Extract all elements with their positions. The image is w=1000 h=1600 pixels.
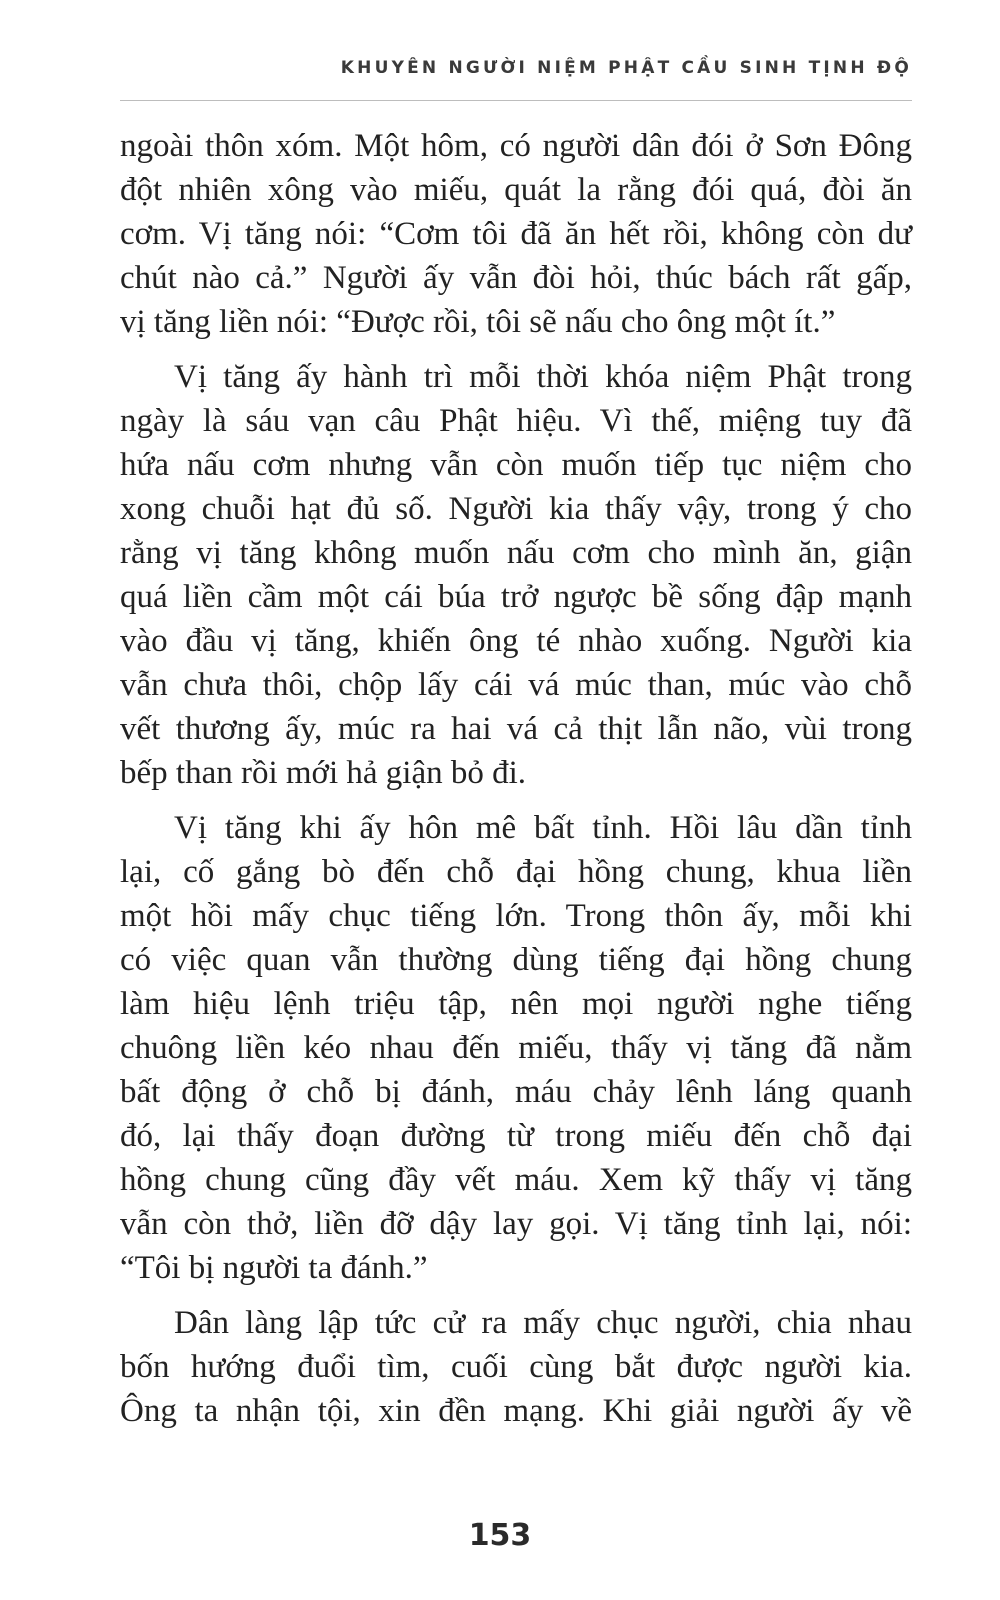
text-line: ngoài thôn xóm. Một hôm, có người dân đói ở Sơn Đông — [120, 128, 912, 164]
text-line: Ông ta nhận tội, xin đền mạng. Khi giải người ấy về — [120, 1393, 912, 1429]
text-line: bất động ở chỗ bị đánh, máu chảy lênh láng quanh — [120, 1074, 912, 1110]
running-header: KHUYÊN NGƯỜI NIỆM PHẬT CẦU SINH TỊNH ĐỘ — [340, 58, 912, 78]
text-line: bếp than rồi mới hả giận bỏ đi. — [120, 755, 527, 791]
text-line: rằng vị tăng không muốn nấu cơm cho mình ăn, giận — [120, 535, 912, 571]
text-line: hồng chung cũng đầy vết máu. Xem kỹ thấy vị tăng — [120, 1162, 912, 1198]
text-line: “Tôi bị người ta đánh.” — [120, 1250, 428, 1286]
text-line: quá liền cầm một cái búa trở ngược bề sống đập mạnh — [120, 579, 912, 615]
text-line: ngày là sáu vạn câu Phật hiệu. Vì thế, miệng tuy đã — [120, 403, 912, 439]
paragraph-1 — [120, 124, 912, 344]
text-line: vẫn còn thở, liền đỡ dậy lay gọi. Vị tăng tỉnh lại, nói: — [120, 1206, 912, 1242]
text-line: vào đầu vị tăng, khiến ông té nhào xuống. Người kia — [120, 623, 912, 659]
body-text — [120, 124, 912, 1433]
text-line: một hồi mấy chục tiếng lớn. Trong thôn ấy, mỗi khi — [120, 898, 912, 934]
text-line: cơm. Vị tăng nói: “Cơm tôi đã ăn hết rồi, không còn dư — [120, 216, 912, 252]
text-line: Dân làng lập tức cử ra mấy chục người, chia nhau — [174, 1305, 912, 1341]
text-line: Vị tăng khi ấy hôn mê bất tỉnh. Hồi lâu dần tỉnh — [174, 810, 912, 846]
text-line: hứa nấu cơm nhưng vẫn còn muốn tiếp tục niệm cho — [120, 447, 912, 483]
paragraph-3 — [120, 806, 912, 1290]
text-line: vết thương ấy, múc ra hai vá cả thịt lẫn não, vùi trong — [120, 711, 912, 747]
text-line: chút nào cả.” Người ấy vẫn đòi hỏi, thúc bách rất gấp, — [120, 260, 912, 296]
text-line: đột nhiên xông vào miếu, quát la rằng đói quá, đòi ăn — [120, 172, 912, 208]
text-line: làm hiệu lệnh triệu tập, nên mọi người nghe tiếng — [120, 986, 912, 1022]
text-line: xong chuỗi hạt đủ số. Người kia thấy vậy, trong ý cho — [120, 491, 912, 527]
text-line: có việc quan vẫn thường dùng tiếng đại hồng chung — [120, 942, 912, 978]
text-line: vị tăng liền nói: “Được rồi, tôi sẽ nấu cho ông một ít.” — [120, 304, 836, 340]
text-line: Vị tăng ấy hành trì mỗi thời khóa niệm Phật trong — [174, 359, 912, 395]
text-line: chuông liền kéo nhau đến miếu, thấy vị tăng đã nằm — [120, 1030, 912, 1066]
page-number: 153 — [468, 1518, 532, 1553]
text-line: bốn hướng đuổi tìm, cuối cùng bắt được người kia. — [120, 1349, 912, 1385]
paragraph-4 — [120, 1301, 912, 1433]
text-line: lại, cố gắng bò đến chỗ đại hồng chung, khua liền — [120, 854, 912, 890]
paragraph-2 — [120, 355, 912, 795]
header-divider — [120, 100, 912, 101]
text-line: vẫn chưa thôi, chộp lấy cái vá múc than, múc vào chỗ — [120, 667, 912, 703]
text-line: đó, lại thấy đoạn đường từ trong miếu đến chỗ đại — [120, 1118, 912, 1154]
